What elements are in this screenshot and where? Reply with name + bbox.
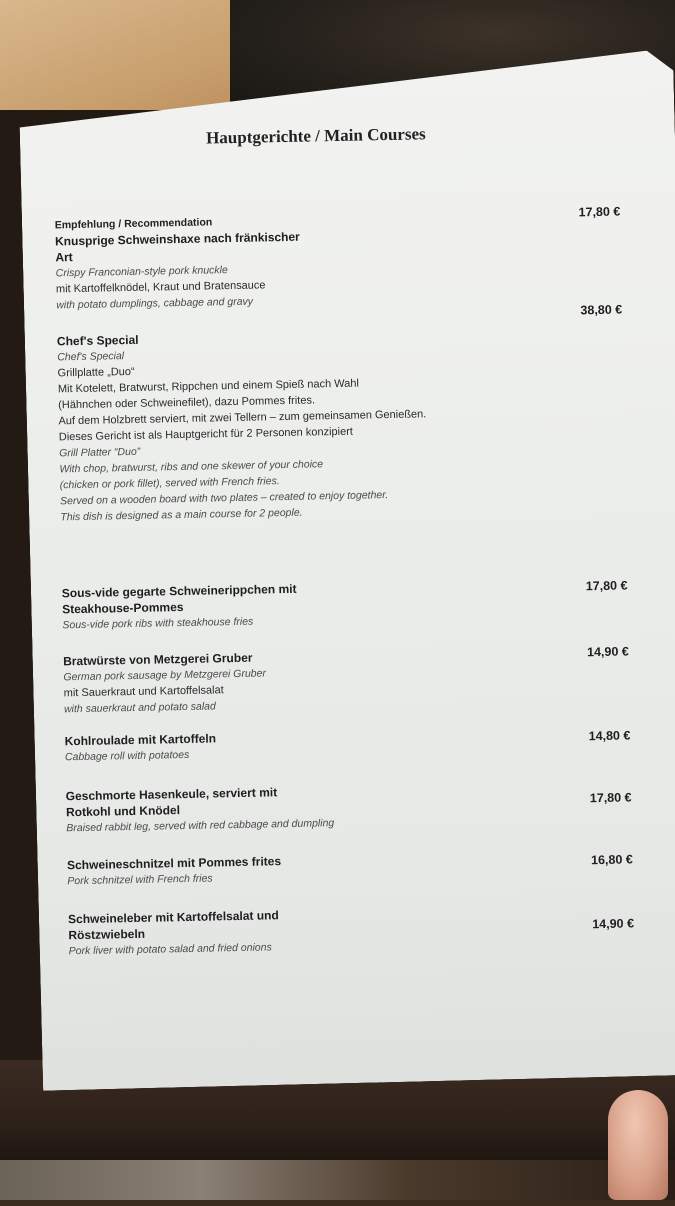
dish-desc-de: Grillplatte „Duo“ (57, 365, 135, 380)
dish-desc-en: With chop, bratwurst, ribs and one skewer of your choice (59, 458, 324, 476)
menu-item (55, 209, 497, 313)
menu-title: Hauptgerichte / Main Courses (205, 124, 426, 148)
dish-desc-en: with potato dumplings, cabbage and gravy (56, 295, 254, 312)
menu-item (66, 780, 507, 836)
dish-desc-en: with sauerkraut and potato salad (63, 700, 216, 716)
dish-name: Art (55, 250, 73, 265)
dish-name: Schweineleber mit Kartoffelsalat und (67, 908, 279, 927)
dish-name: Rotkohl und Knödel (65, 803, 181, 820)
dish-name: Knusprige Schweinshaxe nach fränkischer (54, 229, 300, 249)
dish-price: 38,80 € (580, 302, 623, 318)
dish-desc-en: Grill Platter “Duo” (59, 445, 141, 460)
dish-desc-de: Dieses Gericht ist als Hauptgericht für 2 Personen konzipiert (58, 425, 353, 444)
dish-desc-en: Pork schnitzel with French fries (67, 872, 213, 888)
dish-desc-en: Sous-vide pork ribs with steakhouse fries (62, 615, 254, 632)
dish-price: 16,80 € (590, 852, 633, 868)
recommendation-label: Empfehlung / Recommendation (54, 216, 213, 232)
menu-item (65, 725, 506, 765)
dish-desc-de: mit Sauerkraut und Kartoffelsalat (63, 684, 224, 700)
dish-name: Schweineschnitzel mit Pommes frites (66, 854, 282, 873)
dish-price: 14,90 € (586, 644, 629, 660)
dish-desc-en: Pork liver with potato salad and fried onions (68, 941, 272, 958)
dish-desc-en: Crispy Franconian-style pork knuckle (55, 264, 228, 280)
dish-price: 14,90 € (592, 916, 635, 932)
menu-item (57, 325, 501, 525)
dish-desc-en: This dish is designed as a main course for 2 people. (60, 506, 303, 524)
dish-desc-de: Auf dem Holzbrett serviert, mit zwei Tellern – zum gemeinsamen Genießen. (58, 408, 427, 428)
dish-desc-en: Chef's Special (57, 350, 125, 364)
dish-desc-en: German pork sausage by Metzgerei Gruber (63, 667, 267, 684)
menu-item (67, 849, 508, 889)
menu-item (68, 903, 509, 959)
dish-price: 17,80 € (585, 578, 628, 594)
dish-name: Geschmorte Hasenkeule, serviert mit (65, 785, 278, 804)
dish-price: 17,80 € (578, 204, 621, 220)
dish-desc-de: mit Kartoffelknödel, Kraut und Bratensauce (55, 279, 266, 296)
menu-item (62, 577, 503, 633)
dish-name: Röstzwiebeln (68, 926, 146, 943)
dish-name: Kohlroulade mit Kartoffeln (64, 731, 217, 749)
dish-name: Chef's Special (56, 332, 139, 349)
dish-price: 17,80 € (589, 790, 632, 806)
dish-desc-en: (chicken or pork fillet), served with French fries. (59, 475, 280, 492)
dish-desc-en: Braised rabbit leg, served with red cabbage and dumpling (66, 817, 335, 835)
dish-desc-de: (Hähnchen oder Schweinefilet), dazu Pommes frites. (58, 394, 316, 412)
dish-desc-en: Served on a wooden board with two plates – created to enjoy together. (59, 489, 389, 508)
dish-desc-de: Mit Kotelett, Bratwurst, Rippchen und einem Spieß nach Wahl (57, 377, 359, 396)
dish-price: 14,80 € (588, 728, 631, 744)
dish-name: Steakhouse-Pommes (61, 600, 184, 617)
menu-item (63, 645, 504, 717)
dish-name: Bratwürste von Metzgerei Gruber (62, 650, 253, 669)
dish-name: Sous-vide gegarte Schweinerippchen mit (61, 581, 297, 601)
dish-desc-en: Cabbage roll with potatoes (64, 748, 190, 764)
